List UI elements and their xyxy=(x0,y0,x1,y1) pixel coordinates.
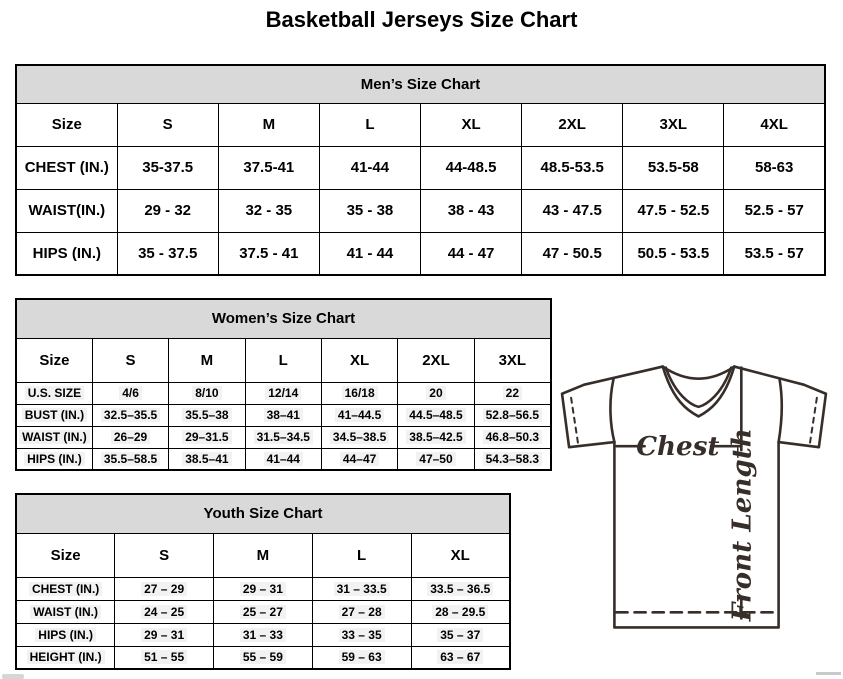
table-cell xyxy=(16,600,115,623)
cell-value: 8/10 xyxy=(192,386,221,400)
cell-value: 29 – 31 xyxy=(240,582,286,596)
cell-value: 35 - 38 xyxy=(346,202,394,219)
column-header: L xyxy=(245,338,321,382)
table-row xyxy=(16,382,551,404)
table-cell xyxy=(321,426,397,448)
column-header: L xyxy=(312,533,411,577)
cell-value: 41–44 xyxy=(264,452,303,466)
table-cell xyxy=(474,404,551,426)
table-cell xyxy=(623,146,724,189)
table-cell xyxy=(411,600,510,623)
column-header: S xyxy=(92,338,168,382)
cell-value: 29–31.5 xyxy=(182,430,231,444)
table-cell xyxy=(312,623,411,646)
cell-value: 27 – 28 xyxy=(339,605,385,619)
column-header: Size xyxy=(16,338,92,382)
cell-value: 4/6 xyxy=(119,386,142,400)
table-cell xyxy=(321,382,397,404)
table-title-row xyxy=(16,494,510,533)
column-header: 2XL xyxy=(522,103,623,146)
table-cell xyxy=(117,189,218,232)
table-cell xyxy=(16,426,92,448)
right-armhole-seam xyxy=(779,380,782,442)
column-header: 3XL xyxy=(623,103,724,146)
table-row xyxy=(16,577,510,600)
cell-value: 27 – 29 xyxy=(141,582,187,596)
cell-value: 41 - 44 xyxy=(346,244,394,262)
column-header: XL xyxy=(321,338,397,382)
cell-value: 24 – 25 xyxy=(141,605,187,619)
cell-value: 25 – 27 xyxy=(240,605,286,619)
page-title: Basketball Jerseys Size Chart xyxy=(265,7,578,32)
youth-size-table xyxy=(15,493,511,670)
table-title-row xyxy=(16,65,825,103)
cell-value: 44–47 xyxy=(340,452,379,466)
table-cell xyxy=(321,448,397,470)
table-cell xyxy=(724,232,825,275)
table-cell xyxy=(214,577,313,600)
cell-value: 48.5-53.5 xyxy=(540,159,604,176)
table-title: Women’s Size Chart xyxy=(16,299,551,338)
cell-value: 52.5 - 57 xyxy=(744,202,804,219)
cell-value: 12/14 xyxy=(265,386,301,400)
table-cell xyxy=(319,232,420,275)
table-cell xyxy=(421,232,522,275)
cell-value: 37.5-41 xyxy=(243,159,295,176)
table-header-row xyxy=(16,533,510,577)
cell-value: 53.5-58 xyxy=(647,159,699,176)
jersey-measurement-diagram xyxy=(558,356,835,636)
cell-value: 44-48.5 xyxy=(445,159,497,176)
table-cell xyxy=(522,232,623,275)
table-cell xyxy=(474,382,551,404)
cell-value: 47 - 50.5 xyxy=(542,244,602,262)
column-header: XL xyxy=(421,103,522,146)
left-cuff-dashed-line xyxy=(571,398,578,444)
column-header: M xyxy=(218,103,319,146)
right-sleeve-outline xyxy=(779,385,826,447)
cell-value: 28 – 29.5 xyxy=(432,605,488,619)
table-cell xyxy=(398,382,474,404)
cell-value: 29 – 31 xyxy=(141,628,187,642)
cell-value: 51 – 55 xyxy=(141,650,187,664)
table-cell xyxy=(319,146,420,189)
cell-value: 47–50 xyxy=(416,452,455,466)
left-shoulder-line xyxy=(584,367,663,385)
cell-value: 35-37.5 xyxy=(142,159,194,176)
table-cell xyxy=(117,146,218,189)
right-shoulder-line xyxy=(734,367,804,385)
cell-value: 53.5 - 57 xyxy=(744,244,804,262)
table-cell xyxy=(214,600,313,623)
table-cell xyxy=(117,232,218,275)
table-cell xyxy=(312,577,411,600)
table-title-row xyxy=(16,299,551,338)
cell-value: 32 - 35 xyxy=(245,202,293,219)
cell-value: 38.5–41 xyxy=(182,452,231,466)
row-label: WAIST (IN.) xyxy=(19,430,90,444)
cell-value: 50.5 - 53.5 xyxy=(637,244,710,262)
left-sleeve-outline xyxy=(562,385,614,447)
table-cell xyxy=(169,404,245,426)
table-row xyxy=(16,146,825,189)
chest-label: Chest xyxy=(636,431,720,463)
table-cell xyxy=(16,146,117,189)
cell-value: 31.5–34.5 xyxy=(254,430,313,444)
column-header: M xyxy=(214,533,313,577)
table-row xyxy=(16,232,825,275)
table-cell xyxy=(321,404,397,426)
table-title: Youth Size Chart xyxy=(16,494,510,533)
table-cell xyxy=(115,646,214,669)
row-label: CHEST (IN.) xyxy=(24,159,109,176)
row-label: CHEST (IN.) xyxy=(29,582,102,596)
scrollbar-fragment-left[interactable] xyxy=(2,674,24,679)
column-header: XL xyxy=(411,533,510,577)
row-label: BUST (IN.) xyxy=(22,408,87,422)
cell-value: 38–41 xyxy=(264,408,303,422)
table-cell xyxy=(16,448,92,470)
mens-size-table xyxy=(15,64,826,276)
scrollbar-fragment-right[interactable] xyxy=(816,672,841,675)
cell-value: 34.5–38.5 xyxy=(330,430,389,444)
cell-value: 35.5–58.5 xyxy=(101,452,160,466)
column-header: Size xyxy=(16,533,115,577)
table-cell xyxy=(411,623,510,646)
cell-value: 32.5–35.5 xyxy=(101,408,160,422)
table-row xyxy=(16,623,510,646)
table-cell xyxy=(312,646,411,669)
cell-value: 22 xyxy=(503,386,522,400)
cell-value: 44 - 47 xyxy=(447,244,495,262)
table-cell xyxy=(474,426,551,448)
table-cell xyxy=(411,646,510,669)
cell-value: 63 – 67 xyxy=(437,650,483,664)
column-header: 4XL xyxy=(724,103,825,146)
column-header: 3XL xyxy=(474,338,551,382)
table-row xyxy=(16,189,825,232)
table-cell xyxy=(16,382,92,404)
cell-value: 38.5–42.5 xyxy=(406,430,465,444)
table-cell xyxy=(312,600,411,623)
table-cell xyxy=(411,577,510,600)
cell-value: 52.8–56.5 xyxy=(483,408,542,422)
right-cuff-dashed-line xyxy=(810,398,817,444)
column-header: S xyxy=(117,103,218,146)
row-label: HIPS (IN.) xyxy=(35,628,96,642)
table-header-row xyxy=(16,338,551,382)
table-cell xyxy=(169,448,245,470)
table-cell xyxy=(92,448,168,470)
table-cell xyxy=(623,232,724,275)
table-cell xyxy=(214,623,313,646)
table-cell xyxy=(169,382,245,404)
table-row xyxy=(16,426,551,448)
column-header: M xyxy=(169,338,245,382)
table-cell xyxy=(218,146,319,189)
table-cell xyxy=(398,404,474,426)
cell-value: 44.5–48.5 xyxy=(406,408,465,422)
table-cell xyxy=(16,623,115,646)
cell-value: 29 - 32 xyxy=(144,202,192,219)
table-row xyxy=(16,600,510,623)
left-armhole-seam xyxy=(610,380,614,442)
cell-value: 20 xyxy=(426,386,445,400)
table-cell xyxy=(218,189,319,232)
table-cell xyxy=(319,189,420,232)
table-cell xyxy=(92,404,168,426)
row-label: HEIGHT (IN.) xyxy=(27,650,105,664)
table-cell xyxy=(115,577,214,600)
table-cell xyxy=(245,426,321,448)
table-cell xyxy=(474,448,551,470)
column-header: Size xyxy=(16,103,117,146)
table-cell xyxy=(245,404,321,426)
cell-value: 31 – 33 xyxy=(240,628,286,642)
cell-value: 41–44.5 xyxy=(335,408,384,422)
table-cell xyxy=(218,232,319,275)
table-cell xyxy=(421,189,522,232)
table-cell xyxy=(16,646,115,669)
cell-value: 33.5 – 36.5 xyxy=(427,582,493,596)
table-cell xyxy=(724,146,825,189)
cell-value: 41-44 xyxy=(350,159,390,176)
row-label: HIPS (IN.) xyxy=(24,452,85,466)
table-cell xyxy=(522,146,623,189)
cell-value: 37.5 - 41 xyxy=(239,244,299,262)
row-label: U.S. SIZE xyxy=(25,386,84,400)
cell-value: 16/18 xyxy=(342,386,378,400)
cell-value: 55 – 59 xyxy=(240,650,286,664)
table-row xyxy=(16,404,551,426)
table-cell xyxy=(92,382,168,404)
column-header: 2XL xyxy=(398,338,474,382)
table-row xyxy=(16,646,510,669)
row-label: WAIST (IN.) xyxy=(30,605,101,619)
table-title: Men’s Size Chart xyxy=(16,65,825,103)
cell-value: 46.8–50.3 xyxy=(483,430,542,444)
cell-value: 31 – 33.5 xyxy=(334,582,390,596)
cell-value: 59 – 63 xyxy=(339,650,385,664)
cell-value: 35 - 37.5 xyxy=(138,244,198,262)
column-header: L xyxy=(319,103,420,146)
back-collar-curve xyxy=(663,367,735,379)
table-cell xyxy=(214,646,313,669)
row-label: HIPS (IN.) xyxy=(32,244,101,262)
table-cell xyxy=(115,600,214,623)
table-cell xyxy=(92,426,168,448)
table-cell xyxy=(16,577,115,600)
table-cell xyxy=(16,189,117,232)
table-cell xyxy=(245,382,321,404)
cell-value: 35 – 37 xyxy=(437,628,483,642)
table-cell xyxy=(115,623,214,646)
table-header-row xyxy=(16,103,825,146)
cell-value: 47.5 - 52.5 xyxy=(637,202,710,219)
cell-value: 35.5–38 xyxy=(182,408,231,422)
cell-value: 54.3–58.3 xyxy=(483,452,542,466)
table-cell xyxy=(245,448,321,470)
table-cell xyxy=(169,426,245,448)
table-cell xyxy=(398,426,474,448)
womens-size-table xyxy=(15,298,552,471)
cell-value: 33 – 35 xyxy=(339,628,385,642)
table-cell xyxy=(16,232,117,275)
cell-value: 38 - 43 xyxy=(447,202,495,219)
cell-value: 58-63 xyxy=(755,159,794,176)
table-row xyxy=(16,448,551,470)
table-cell xyxy=(623,189,724,232)
table-cell xyxy=(398,448,474,470)
table-cell xyxy=(724,189,825,232)
front-length-label: Front Length xyxy=(726,428,758,622)
table-cell xyxy=(421,146,522,189)
table-cell xyxy=(522,189,623,232)
table-cell xyxy=(16,404,92,426)
row-label: WAIST(IN.) xyxy=(28,202,106,219)
column-header: S xyxy=(115,533,214,577)
cell-value: 26–29 xyxy=(111,430,150,444)
cell-value: 43 - 47.5 xyxy=(542,202,602,219)
